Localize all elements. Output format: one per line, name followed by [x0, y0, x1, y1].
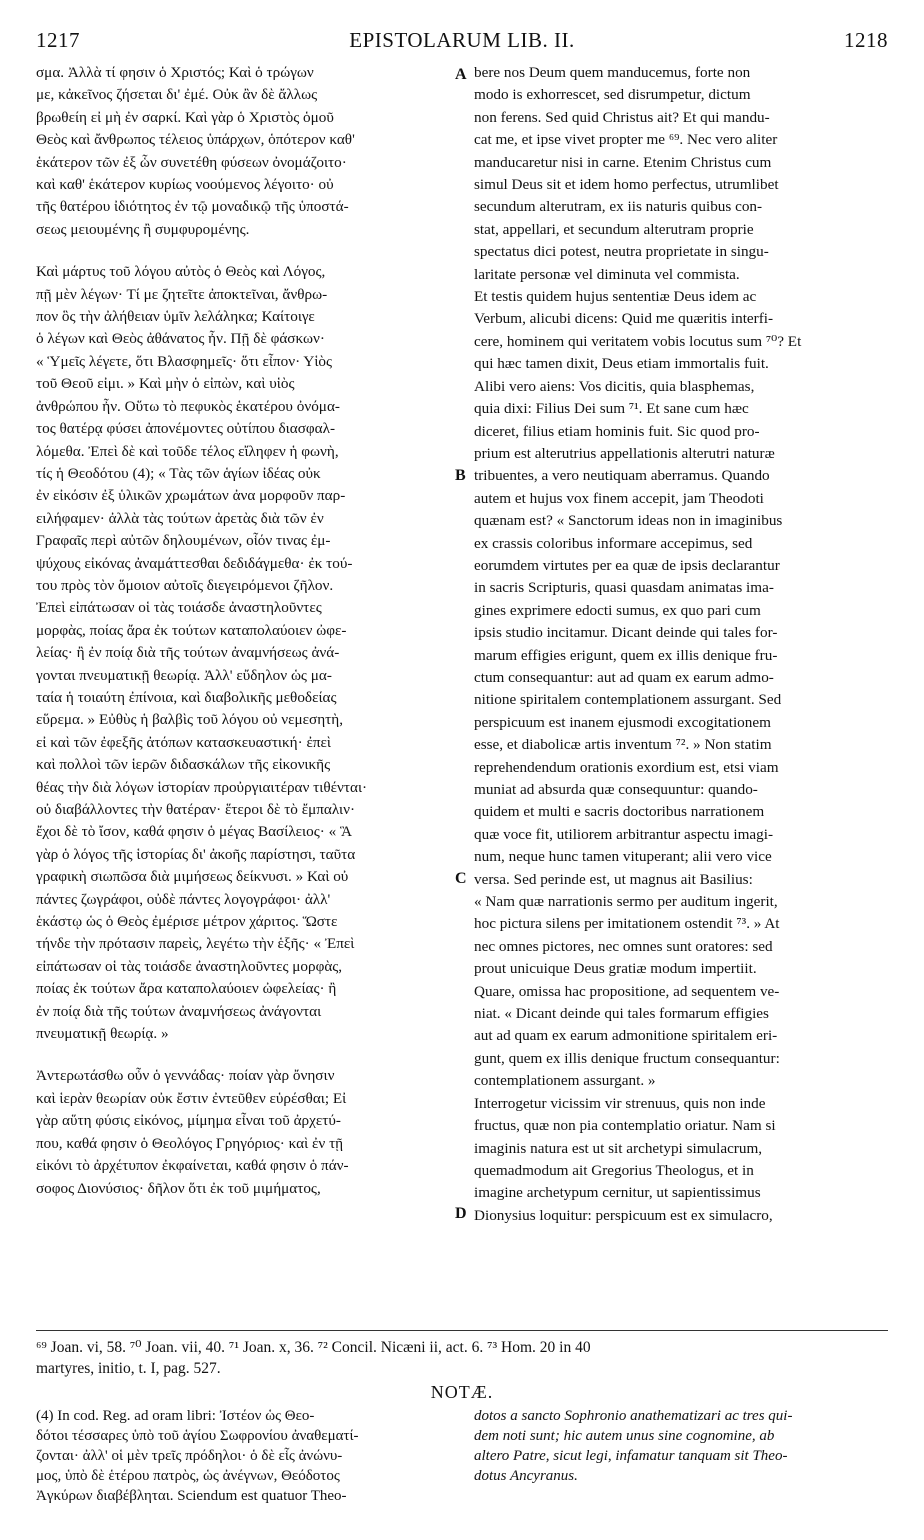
greek-text-line: ἔχοι δὲ τὸ ἴσον, καθά φησιν ὁ μέγας Βασίλειος· « Ἃ: [36, 823, 353, 841]
paragraph-gap: [36, 241, 456, 261]
margin-letter-d: D: [455, 1205, 467, 1222]
greek-text-line: γραφικὴ σιωπῶσα διὰ μιμήσεως δείκνυσι. » Καὶ οὐ: [36, 868, 349, 886]
greek-text-line: ἑκάστῳ ὡς ὁ Θεὸς ἐμέρισε μέτρον χάριτος. Ὥστε: [36, 913, 338, 931]
page-number-right: 1218: [844, 28, 888, 52]
greek-text-line: Ἀντερωτάσθω οὖν ὁ γεννάδας· ποίαν γὰρ ὄνησιν: [36, 1067, 335, 1085]
latin-text-line: quænam est? « Sanctorum ideas non in imaginibus: [474, 512, 783, 530]
page-header: [36, 28, 888, 58]
latin-text-line: simul Deus sit et idem homo perfectus, utrumlibet: [474, 176, 779, 194]
greek-text-line: ταία ἡ τοιαύτη ἐπίνοια, καὶ διαβολικῆς μεθοδείας: [36, 688, 337, 706]
footnote-divider: [36, 1330, 888, 1331]
greek-text-line: μορφὰς, ποίας ἄρα ἐκ τούτων καταπολαύοιεν ὠφε-: [36, 621, 347, 639]
greek-text-line: σεως μειουμένης ἢ συμφυρομένης.: [36, 220, 250, 238]
note-line: μος, ὑπὸ δὲ ἑτέρου πατρὸς, ὡς ἀνέγνων, Θεόδοτος: [36, 1468, 340, 1484]
latin-text-line: non ferens. Sed quid Christus ait? Et qui mandu-: [474, 108, 770, 126]
greek-text-line: εὕρεμα. » Εὐθὺς ἡ βαλβὶς τοῦ λόγου οὐ νεμεσητὴ,: [36, 711, 343, 729]
greek-text-line: Θεὸς καὶ ἄνθρωπος τέλειος ὑπάρχων, ὁπότερον καθ': [36, 131, 355, 149]
latin-text-line: diceret, filius etiam hominis fuit. Sic quod pro-: [474, 422, 760, 440]
greek-text-line: ψύχους εἰκόνας ἀναμάττεσθαι δεδιδάγμεθα· ἐκ τού-: [36, 554, 353, 572]
notes-right-column: [474, 1406, 886, 1486]
latin-text-line: stat, appellari, et secundum alterutram proprie: [474, 220, 754, 238]
margin-letter-a: A: [455, 66, 467, 83]
greek-text-line: τῆς θατέρου ἰδιότητος ἐν τῷ μοναδικῷ τῆς ὑποστά-: [36, 198, 349, 216]
footnote-line: martyres, initio, t. I, pag. 527.: [36, 1360, 221, 1377]
greek-text-line: τίς ἡ Θεοδότου (4); « Τὰς τῶν ἁγίων ἰδέας οὐκ: [36, 464, 321, 482]
latin-text-line: Quare, omissa hac propositione, ad sequentem ve-: [474, 982, 780, 1000]
latin-text-line: versa. Sed perinde est, ut magnus ait Basilius:: [474, 870, 753, 888]
greek-text-line: γονται πνευματικῇ θεωρίᾳ. Ἀλλ' εὔδηλον ὡς μα-: [36, 666, 332, 684]
latin-text-line: ipsis studio incitamur. Dicant deinde qui tales for-: [474, 624, 778, 642]
greek-text-line: ποίας ἐκ τούτων ἄρα καταπολαύοιεν ὠφελείας· ἢ: [36, 980, 337, 998]
latin-text-line: tribuentes, a vero neutiquam aberramus. Quando: [474, 467, 770, 485]
latin-text-line: ex crassis coloribus informare accepimus, sed: [474, 534, 753, 552]
greek-text-line: λείας· ἢ ἐν ποίᾳ διὰ τῆς τούτων ἀναμνήσεως ἀνά-: [36, 644, 340, 662]
latin-text-line: autem et hujus vox finem accepit, jam Theodoti: [474, 489, 764, 507]
latin-text-line: in sacris Scripturis, quasi quasdam animatas ima-: [474, 579, 774, 597]
greek-text-line: τοῦ Θεοῦ εἰμι. » Καὶ μὴν ὁ εἰπὼν, καὶ υἱὸς: [36, 375, 295, 393]
latin-text-line: Alibi vero aiens: Vos dicitis, quia blasphemas,: [474, 377, 755, 395]
greek-text-line: Γραφαῖς περὶ αὐτῶν δηλουμένων, οἷόν τινας ἐμ-: [36, 532, 331, 550]
greek-text-line: θέας τὴν διὰ λόγων ἱστορίαν προὐργιαιτέραν τιθένται·: [36, 778, 368, 796]
latin-text-line: contemplationem assurgant. »: [474, 1072, 656, 1090]
latin-text-line: « Nam quæ narrationis sermo per auditum ingerit,: [474, 893, 778, 911]
greek-text-line: ἐν εἰκόσιν ἐξ ὑλικῶν χρωμάτων ἀνα μορφοῦν παρ-: [36, 487, 346, 505]
latin-text-line: gines exprimere edocti sumus, ex quo pari cum: [474, 601, 761, 619]
greek-text-line: τήνδε τὴν πρότασιν παρεὶς, λεγέτω τὴν ἑξῆς· « Ἐπεὶ: [36, 935, 355, 953]
latin-text-line: Interrogetur vicissim vir strenuus, quis non inde: [474, 1094, 766, 1112]
latin-text-line: gunt, quem ex illis denique fructum consequantur:: [474, 1049, 780, 1067]
notes-title: NOTÆ.: [430, 1382, 494, 1402]
latin-text-line: fructus, quæ non pia contemplatio oriatur. Nam si: [474, 1117, 776, 1135]
latin-text-line: marum effigies erigunt, quem ex illis denique fru-: [474, 646, 778, 664]
greek-text-line: του πρὸς τὸν ὅμοιον αὐτοῖς διεγειρόμενοι ζῆλον.: [36, 576, 334, 594]
greek-text-line: ἐν ποίᾳ διὰ τῆς τούτων ἀναμνήσεως ἀνάγονται: [36, 1002, 322, 1020]
note-line: dotos a sancto Sophronio anathematizari ac tres qui-: [474, 1408, 793, 1424]
greek-text-line: σοφος Διονύσιος· δῆλον ὅτι ἐκ τοῦ μιμήματος,: [36, 1179, 321, 1197]
latin-text-line: prout unicuique Deus gratiæ modum impertiit.: [474, 960, 757, 978]
greek-text-line: πάντες ζωγράφοι, οὐδὲ πάντες λογογράφοι· ἀλλ': [36, 890, 331, 908]
note-line: dem noti sunt; hic autem unus sine cognomine, ab: [474, 1428, 775, 1444]
note-line: (4) In cod. Reg. ad oram libri: Ἰστέον ὡς Θεο-: [36, 1408, 315, 1424]
latin-text-line: niat. « Dicant deinde qui tales formarum effigies: [474, 1005, 769, 1023]
latin-text-line: cere, hominem qui veritatem vobis locutus sum ⁷⁰? Et: [474, 332, 802, 350]
latin-text-line: nitione spiritalem contemplationem assurgant. Sed: [474, 691, 782, 709]
greek-text-line: με, κἀκεῖνος ζήσεται δι' ἐμέ. Οὐκ ἂν δὲ ἄλλως: [36, 86, 318, 104]
greek-text-line: εἰκόνι τὸ ἀρχέτυπον ἐκφαίνεται, καθά φησιν ὁ πάν-: [36, 1157, 349, 1175]
greek-text-line: οὐ διαβάλλοντες τὴν θατέραν· ἕτεροι δὲ τὸ ἔμπαλιν·: [36, 801, 356, 818]
latin-text-line: eorumdem virtutes per ea quæ de ipsis declarantur: [474, 556, 780, 574]
footnotes: [36, 1337, 888, 1379]
latin-text-line: esse, et diabolicæ artis inventum ⁷². » Non statim: [474, 736, 772, 754]
latin-text-line: num, neque hunc tamen vituperant; alii vero vice: [474, 848, 772, 866]
note-line: ζονται· ἀλλ' οἱ μὲν τρεῖς πρόδηλοι· ὁ δὲ εἷς ἀνώνυ-: [36, 1448, 343, 1464]
latin-text-line: manducaretur nisi in carne. Etenim Christus cum: [474, 153, 772, 171]
note-line: altero Patre, sicut legi, infamatur tanquam sit Theo-: [474, 1448, 788, 1464]
latin-text-line: imagine archetypum cernitur, ut sapientissimus: [474, 1184, 761, 1202]
greek-text-line: γὰρ ὁ λόγος τῆς ἱστορίας δι' ἀκοῆς παρίστησι, ταῦτα: [36, 845, 356, 863]
latin-text-line: muniat ad absurda quæ consequuntur: quando-: [474, 781, 758, 798]
greek-text-line: βρωθείη εἰ μὴ ἐν σαρκί. Καὶ γὰρ ὁ Χριστὸς ὁμοῦ: [36, 108, 334, 126]
note-line: δότοι τέσσαρες ὑπὸ τοῦ ἁγίου Σωφρονίου ἀναθεματί-: [36, 1428, 359, 1444]
greek-text-line: ὁ λέγων καὶ Θεὸς ἀθάνατος ἦν. Πῇ δὲ φάσκων·: [36, 330, 325, 348]
notes-left-column: [36, 1406, 456, 1506]
greek-text-line: πον ὃς τὴν ἀλήθειαν ὑμῖν λελάληκα; Καίτοιγε: [36, 308, 315, 326]
latin-text-line: laritate personæ vel diminuta vel commista.: [474, 265, 740, 283]
greek-text-line: σμα. Ἀλλὰ τί φησιν ὁ Χριστός; Καὶ ὁ τρώγων: [36, 64, 314, 81]
latin-text-line: quidem et multi e sacris doctoribus narrationem: [474, 803, 765, 821]
margin-letter-c: C: [455, 870, 467, 887]
margin-letter-b: B: [455, 467, 466, 484]
latin-text-line: qui hæc tamen dixit, Deus etiam immortalis fuit.: [474, 355, 769, 373]
latin-text-line: Dionysius loquitur: perspicuum est ex simulacro,: [474, 1206, 773, 1224]
paragraph-gap: [36, 1045, 456, 1065]
greek-text-line: πῇ μὲν λέγων· Τί με ζητεῖτε ἀποκτεῖναι, ἄνθρω-: [36, 285, 328, 303]
latin-text-line: bere nos Deum quem manducemus, forte non: [474, 64, 751, 81]
latin-text-line: secundum alterutram, ex iis naturis quibus con-: [474, 198, 763, 216]
greek-text-line: εἰπάτωσαν οἱ τὰς τοιάσδε ἀναστηλοῦντες μορφὰς,: [36, 957, 343, 975]
latin-text-line: spectatus dici potest, neutra proprietate in singu-: [474, 243, 769, 261]
greek-text-line: καὶ ἱερὰν θεωρίαν οὐκ ἔστιν ἐντεῦθεν εὑρέσθαι; Εἰ: [36, 1089, 347, 1107]
greek-text-line: ειλήφαμεν· ἀλλὰ τὰς τούτων ἀρετὰς διὰ τῶν ἐν: [36, 509, 324, 527]
latin-text-line: quæ voce fit, utiliorem arbitrantur aspectu imagi-: [474, 825, 774, 843]
greek-text-line: γὰρ αὕτη φύσις εἰκόνος, μίμημα εἶναι τοῦ ἀρχετύ-: [36, 1112, 341, 1130]
greek-text-line: « Ὑμεῖς λέγετε, ὅτι Βλασφημεῖς· ὅτι εἶπον· Υἱὸς: [36, 352, 333, 370]
latin-text-line: nec omnes pictores, nec omnes sunt oratores: sed: [474, 937, 773, 955]
latin-text-line: cat me, et ipse vivet propter me ⁶⁹. Nec vero aliter: [474, 131, 778, 149]
latin-text-line: Et testis quidem hujus sententiæ Deus idem ac: [474, 288, 757, 306]
greek-column: [36, 62, 456, 1200]
running-title: EPISTOLARUM LIB. II.: [349, 28, 575, 52]
latin-text-line: Verbum, alicubi dicens: Quid me quæritis interfi-: [474, 310, 774, 328]
greek-text-line: τος θατέρᾳ φύσει ἀπονέμοντες οὐτίπου διασφαλ-: [36, 420, 336, 438]
latin-text-line: hoc pictura silens per imitationem ostendit ⁷³. » At: [474, 915, 780, 933]
latin-text-line: quia dixi: Filius Dei sum ⁷¹. Et sane cum hæc: [474, 400, 749, 418]
greek-text-line: πνευματικῇ θεωρίᾳ. »: [36, 1025, 169, 1043]
footnote-line: ⁶⁹ Joan. vi, 58. ⁷⁰ Joan. vii, 40. ⁷¹ Joan. x, 36. ⁷² Concil. Nicæni ii, act. 6. ⁷³ Hom. 20 in 40: [36, 1339, 591, 1356]
greek-text-line: που, καθά φησιν ὁ Θεολόγος Γρηγόριος· καὶ ἐν τῇ: [36, 1134, 344, 1152]
greek-text-line: λόμεθα. Ἐπεὶ δὲ καὶ τοῦδε τέλος εἴληφεν ἡ φωνὴ,: [36, 442, 339, 460]
latin-text-line: quemadmodum ait Gregorius Theologus, et in: [474, 1161, 754, 1179]
latin-text-line: imaginis natura est ut sit archetypi simulacrum,: [474, 1139, 763, 1157]
latin-text-line: modo is exhorrescet, sed disrumpetur, dictum: [474, 86, 751, 104]
greek-text-line: Καὶ μάρτυς τοῦ λόγου αὐτὸς ὁ Θεὸς καὶ Λόγος,: [36, 263, 326, 281]
greek-text-line: καὶ πολλοὶ τῶν ἱερῶν διδασκάλων τῆς εἰκονικῆς: [36, 756, 331, 774]
page-number-left: 1217: [36, 28, 80, 52]
latin-text-line: perspicuum est inanem ejusmodi excogitationem: [474, 713, 771, 731]
latin-text-line: reprehendendum orationis exordium est, etsi viam: [474, 758, 779, 776]
latin-text-line: prium est alterutrius appellationis alterutri naturæ: [474, 444, 775, 462]
greek-text-line: ἑκάτερον τῶν ἐξ ὧν συνετέθη φύσεων ὀνομάζοιτο·: [36, 153, 347, 171]
latin-column: [474, 62, 886, 1227]
note-line: Ἀγκύρων διαβέβληται. Sciendum est quatuor Theo-: [36, 1488, 347, 1504]
greek-text-line: καὶ καθ' ἑκάτερον κυρίως νοούμενος λέγοιτο· οὐ: [36, 176, 334, 194]
latin-text-line: ctum consequantur: aut ad quam ex earum admo-: [474, 668, 774, 686]
note-line: dotus Ancyranus.: [474, 1468, 578, 1484]
greek-text-line: ἀνθρώπου ἦν. Οὕτω τὸ πεφυκὸς ἑκατέρου ὀνόμα-: [36, 397, 340, 415]
greek-text-line: εἰ καὶ τῶν ἐφεξῆς ἀτόπων κατασκευαστική· ἐπεὶ: [36, 733, 331, 751]
greek-text-line: Ἐπεὶ εἰπάτωσαν οἱ τὰς τοιάσδε ἀναστηλοῦντες: [36, 599, 322, 617]
latin-text-line: aut ad quam ex earum admonitione spiritalem eri-: [474, 1027, 778, 1045]
